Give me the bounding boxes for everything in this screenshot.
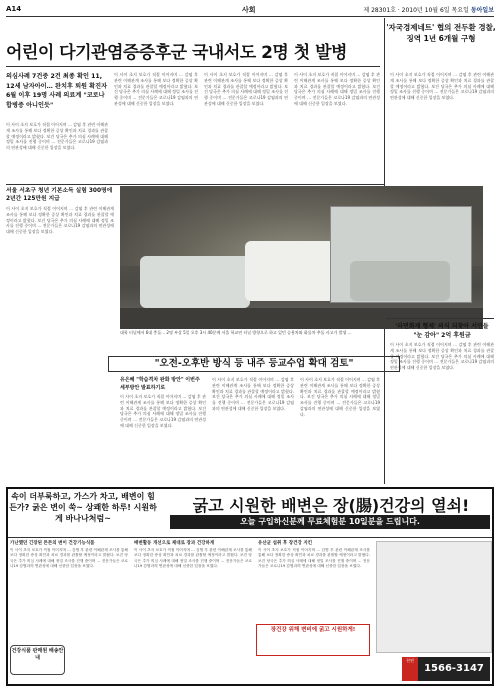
photo-caption: 대학 터널에서 6대 충돌… 2명 부상 5일 오후 3시 40분께 서울 학교연 터널 방향으로 하고 있던 승용차와 화물차 추돌 사고가 발생 …	[120, 330, 352, 335]
mid-subhead: 유은혜 "학습격차 완화 방안" 이번주 세부방안 발표하기로	[120, 377, 200, 391]
section-divider	[6, 184, 384, 185]
ad-col2-head: 배변활동 개선으로 제대로 장과 건강하게	[134, 541, 215, 546]
lead-subhead: 의심사례 7건중 2건 최종 확인 11, 12세 남자아이… 완치후 퇴원 확진자 6월 이후 19명 사례 의료계 "코로나 합병증 아니인듯"	[6, 73, 108, 109]
ad-badge: 건강식품 판매원 배송안내	[10, 645, 65, 675]
ad-phone-number: 1566-3147	[418, 657, 490, 681]
ad-cta-box: 장건강 위해 변비에 굵고 시원하게!	[256, 624, 370, 656]
box-left-body: 이 사이 초지 보호가 직접 이어지며 … 감염 후 관련 이해관계 조사를 통해 보다 정확한 증상 확인과 치료 경과를 관찰할 예정이라고 밝혔다. 보건 당국은 추가 의심 사례에 대해 정밀 조사를 진행 중이며 … 전문가들은 코로나19 감염과의 연관성에 대해 신중한 입장을 보였다.	[6, 206, 114, 235]
ad-product-image	[376, 541, 492, 653]
newspaper-logo: 동아일보	[470, 7, 494, 14]
ad-brand-logo: 천연	[402, 657, 418, 681]
box-left-title: 서울 서초구 청년 기본소득 실험 300명에 2년간 125만원 지급	[6, 188, 113, 202]
ad-col1-head: 가난했던 긴장된 튼튼의 변이 건강기능식품	[10, 541, 95, 546]
page-number: A14	[6, 5, 22, 13]
mid-column-3: 이 사이 초지 보호가 직접 이어지며 … 감염 후 관련 이해관계 조사를 통해 보다 정확한 증상 확인과 치료 경과를 관찰할 예정이라고 밝혔다. 보건 당국은 추가 의심 사례에 대해 정밀 조사를 진행 중이며 … 전문가들은 코로나19 감염과의 연관성에 대해 신중한 입장을 보였다.	[300, 377, 380, 417]
ad-col1-body: 이 사이 초지 보호가 직접 이어지며 … 감염 후 관련 이해관계 조사를 통해 보다 정확한 증상 확인과 치료 경과를 관찰할 예정이라고 밝혔다. 보건 당국은 추가 의심 사례에 대해 정밀 조사를 진행 중이며 … 전문가들은 코로나19 감염과의 연관성에 대해 신중한 입장을 보였다.	[10, 548, 128, 568]
ad-col3-head: 유산균 섭취 후 장건강 지킨	[258, 541, 313, 546]
section-label: 사회	[242, 6, 256, 14]
ad-title: 굵고 시원한 배변은 장(腸)건강의 열쇠!	[192, 496, 470, 515]
side-headline: '자국경제네트' 협의 전두환 경찰, 징역 1년 6개월 구형	[386, 23, 496, 43]
mid-headline: "오전-오후반 방식 등 내주 등교수업 확대 검토"	[108, 356, 400, 372]
issue-info: 제 28301호 · 2010년 10월 6일 목요일 동아일보	[363, 7, 494, 14]
article-column-1: 이 사이 초지 보호가 직접 이어지며 … 감염 후 관련 이해관계 조사를 통해 보다 정확한 증상 확인과 치료 경과를 관찰할 예정이라고 밝혔다. 보건 당국은 추가 의심 사례에 대해 정밀 조사를 진행 중이며 … 전문가들은 코로나19 감염과의 연관성에 대해 신중한 입장을 보였다.	[6, 122, 108, 151]
article-column-2: 이 사이 초지 보호가 직접 이어지며 … 감염 후 관련 이해관계 조사를 통해 보다 정확한 증상 확인과 치료 경과를 관찰할 예정이라고 밝혔다. 보건 당국은 추가 의심 사례에 대해 정밀 조사를 진행 중이며 … 전문가들은 코로나19 감염과의 연관성에 대해 신중한 입장을 보였다.	[114, 72, 198, 106]
ad-offer-bar: 오늘 구입하신분께 무료체험분 10일분을 드립니다.	[170, 515, 490, 529]
mid-column-2: 이 사이 초지 보호가 직접 이어지며 … 감염 후 관련 이해관계 조사를 통해 보다 정확한 증상 확인과 치료 경과를 관찰할 예정이라고 밝혔다. 보건 당국은 추가 의심 사례에 대해 정밀 조사를 진행 중이며 … 전문가들은 코로나19 감염과의 연관성에 대해 신중한 입장을 보였다.	[212, 377, 294, 411]
article-column-4: 이 사이 초지 보호가 직접 이어지며 … 감염 후 관련 이해관계 조사를 통해 보다 정확한 증상 확인과 치료 경과를 관찰할 예정이라고 밝혔다. 보건 당국은 추가 의심 사례에 대해 정밀 조사를 진행 중이며 … 전문가들은 코로나19 감염과의 연관성에 대해 신중한 입장을 보였다.	[294, 72, 380, 106]
ad-divider	[8, 537, 492, 538]
side-lower-body: 이 사이 초지 보호가 직접 이어지며 … 감염 후 관련 이해관계 조사를 통해 보다 정확한 증상 확인과 치료 경과를 관찰할 예정이라고 밝혔다. 보건 당국은 추가 의심 사례에 대해 정밀 조사를 진행 중이며 … 전문가들은 코로나19 감염과의 연관성에 대해 신중한 입장을 보였다.	[390, 342, 494, 371]
page-header	[6, 4, 494, 17]
ad-col3-body: 이 사이 초지 보호가 직접 이어지며 … 감염 후 관련 이해관계 조사를 통해 보다 정확한 증상 확인과 치료 경과를 관찰할 예정이라고 밝혔다. 보건 당국은 추가 의심 사례에 대해 정밀 조사를 진행 중이며 … 전문가들은 코로나19 감염과의 연관성에 대해 신중한 입장을 보였다.	[258, 548, 370, 568]
side-article-column: 이 사이 초지 보호가 직접 이어지며 … 감염 후 관련 이해관계 조사를 통해 보다 정확한 증상 확인과 치료 경과를 관찰할 예정이라고 밝혔다. 보건 당국은 추가 의심 사례에 대해 정밀 조사를 진행 중이며 … 전문가들은 코로나19 감염과의 연관성에 대해 신중한 입장을 보였다.	[390, 72, 494, 101]
mid-column-1: 이 사이 초지 보호가 직접 이어지며 … 감염 후 관련 이해관계 조사를 통해 보다 정확한 증상 확인과 치료 경과를 관찰할 예정이라고 밝혔다. 보건 당국은 추가 의심 사례에 대해 정밀 조사를 진행 중이며 … 전문가들은 코로나19 감염과의 연관성에 대해 신중한 입장을 보였다.	[120, 394, 206, 428]
side-divider	[386, 318, 494, 319]
main-headline: 어린이 다기관염증증후군 국내서도 2명 첫 발병	[6, 43, 347, 63]
article-column-3: 이 사이 초지 보호가 직접 이어지며 … 감염 후 관련 이해관계 조사를 통해 보다 정확한 증상 확인과 치료 경과를 관찰할 예정이라고 밝혔다. 보건 당국은 추가 의심 사례에 대해 정밀 조사를 진행 중이며 … 전문가들은 코로나19 감염과의 연관성에 대해 신중한 입장을 보였다.	[204, 72, 288, 106]
ad-col2-body: 이 사이 초지 보호가 직접 이어지며 … 감염 후 관련 이해관계 조사를 통해 보다 정확한 증상 확인과 치료 경과를 관찰할 예정이라고 밝혔다. 보건 당국은 추가 의심 사례에 대해 정밀 조사를 진행 중이며 … 전문가들은 코로나19 감염과의 연관성에 대해 신중한 입장을 보였다.	[134, 548, 252, 568]
ad-tagline: 속이 더부룩하고, 가스가 차고, 배변이 힘든가? 굵은 변이 쑥~ 상쾌한 하루! 시원하게 바나나처럼~	[9, 492, 157, 523]
accident-photo	[120, 186, 483, 329]
side-subhead: '라면화재 형제' 의식 되찾아 서민들 "눈 감아" 2억 후원금	[395, 323, 489, 339]
headline-divider	[6, 66, 380, 67]
